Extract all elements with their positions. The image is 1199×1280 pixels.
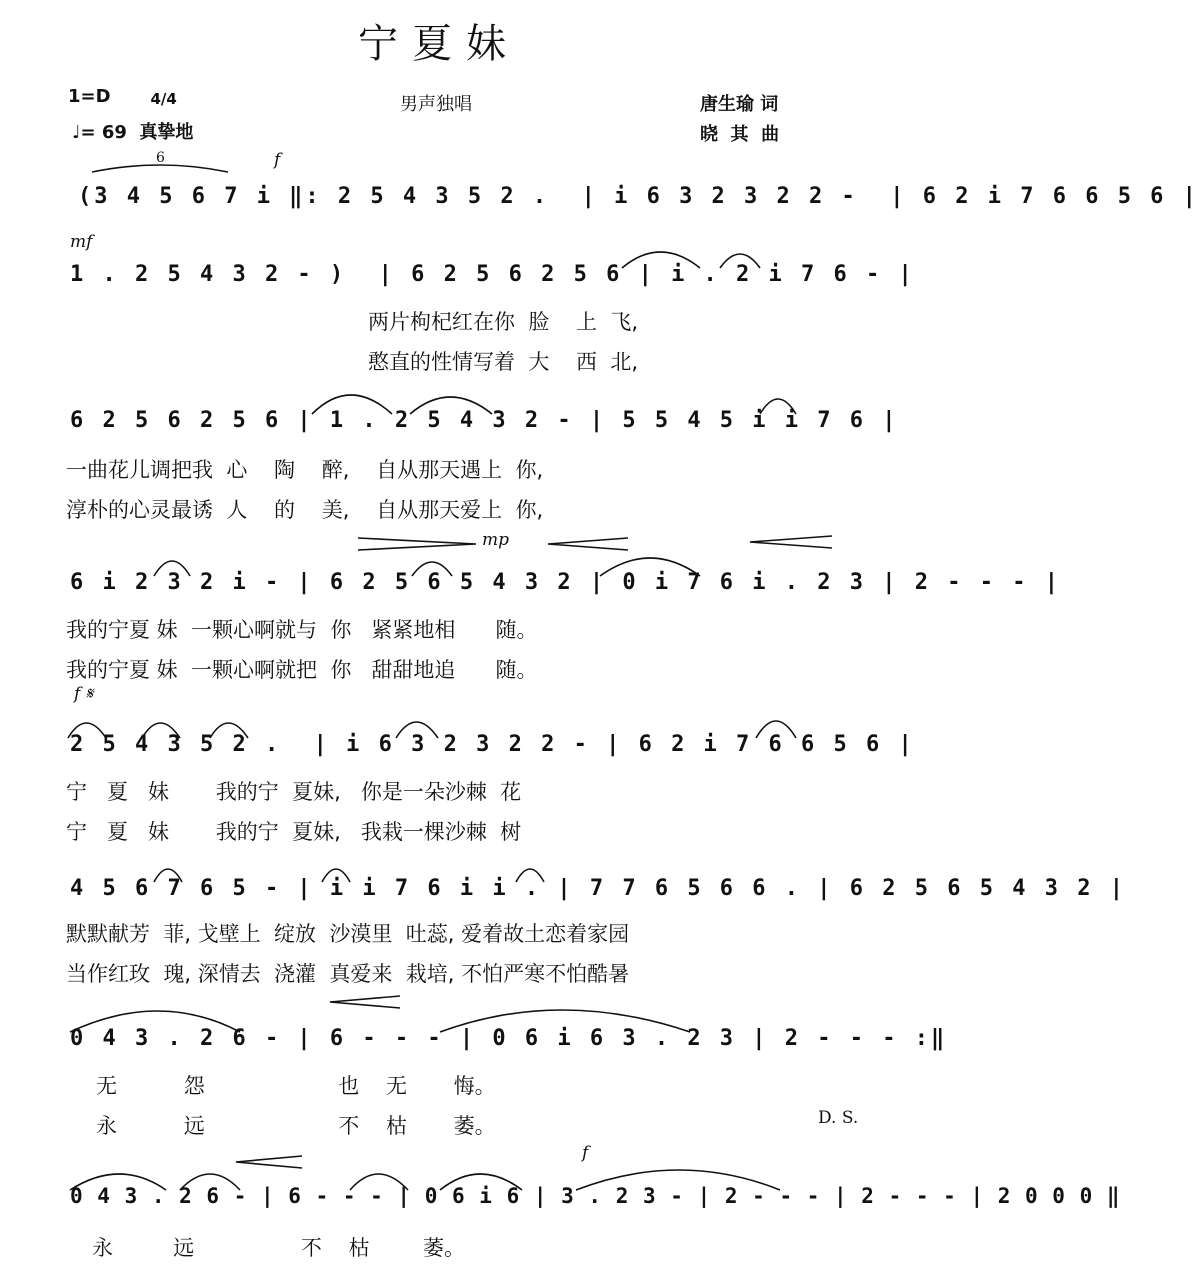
time-signature (140, 72, 177, 108)
lyric-line-4b: 我的宁夏 妹 一颗心啊就把 你 甜甜地追 随。 (66, 658, 538, 682)
notation-line-1: (3 4 5 6 7 i ‖: 2 5 4 3 5 2 . | i 6 3 2 3 2 2 - | 6 2 i 7 6 6 5 6 | (78, 184, 1199, 209)
lyric-line-3a: 一曲花儿调把我 心 陶 醉, 自从那天遇上 你, (66, 458, 544, 482)
lyric-line-7b: 永 远 不 枯 萎。 (96, 1114, 496, 1138)
tempo-marking: ♩= 69 真挚地 (72, 122, 194, 143)
page-title: 宁夏妹 (358, 21, 520, 67)
notation-line-3: 6 2 5 6 2 5 6 | 1 . 2 5 4 3 2 - | 5 5 4 5 i i 7 6 | (70, 408, 899, 433)
lyric-line-5a: 宁 夏 妹 我的宁 夏妹, 你是一朵沙棘 花 (66, 780, 522, 804)
lyric-line-3b: 淳朴的心灵最诱 人 的 美, 自从那天爱上 你, (66, 498, 544, 522)
performance-note: 男声独唱 (400, 94, 472, 115)
composer-credit: 晓 其 曲 (700, 124, 780, 145)
notation-line-5: 2 5 4 3 5 2 . | i 6 3 2 3 2 2 - | 6 2 i 7 6 6 5 6 | (70, 732, 915, 757)
tuplet-mark: 6 (156, 150, 165, 166)
notation-line-7: 0 4 3 . 2 6 - | 6 - - - | 0 6 i 6 3 . 2 3 | 2 - - - :‖ (70, 1026, 948, 1051)
lyric-line-5b: 宁 夏 妹 我的宁 夏妹, 我栽一棵沙棘 树 (66, 820, 522, 844)
key-signature: 1=D (68, 86, 111, 107)
lyric-line-8: 永 远 不 枯 萎。 (92, 1236, 465, 1260)
dynamic-f-segno: f 𝄋 (74, 684, 94, 704)
notation-line-4: 6 i 2 3 2 i - | 6 2 5 6 5 4 3 2 | 0 i 7 6 i . 2 3 | 2 - - - | (70, 570, 1061, 595)
time-signature-text: 4/4 (150, 90, 177, 108)
ds-mark: D. S. (818, 1108, 859, 1128)
dynamic-f-2: f (582, 1143, 589, 1163)
notation-line-8: 0 4 3 . 2 6 - | 6 - - - | 0 6 i 6 | 3 . 2 3 - | 2 - - - | 2 - - - | 2 0 0 0 ‖ (70, 1184, 1121, 1208)
lyric-line-6b: 当作红玫 瑰, 深情去 浇灌 真爱来 栽培, 不怕严寒不怕酷暑 (66, 962, 630, 986)
lyricist-credit: 唐生瑜 词 (700, 94, 779, 115)
notation-line-2: 1 . 2 5 4 3 2 - ) | 6 2 5 6 2 5 6 | i . 2 i 7 6 - | (70, 262, 915, 287)
lyric-line-7a: 无 怨 也 无 悔。 (96, 1074, 496, 1098)
lyric-line-6a: 默默献芳 菲, 戈壁上 绽放 沙漠里 吐蕊, 爱着故土恋着家园 (66, 922, 630, 946)
lyric-line-4a: 我的宁夏 妹 一颗心啊就与 你 紧紧地相 随。 (66, 618, 538, 642)
notation-line-6: 4 5 6 7 6 5 - | i i 7 6 i i . | 7 7 6 5 6 6 . | 6 2 5 6 5 4 3 2 | (70, 876, 1126, 901)
dynamic-mp: mp (482, 530, 510, 550)
dynamic-mf: mf (70, 232, 93, 252)
lyric-line-2a: 两片枸杞红在你 脸 上 飞, (368, 310, 639, 334)
lyric-line-2b: 憨直的性情写着 大 西 北, (368, 350, 639, 374)
dynamic-f: f (274, 150, 281, 170)
